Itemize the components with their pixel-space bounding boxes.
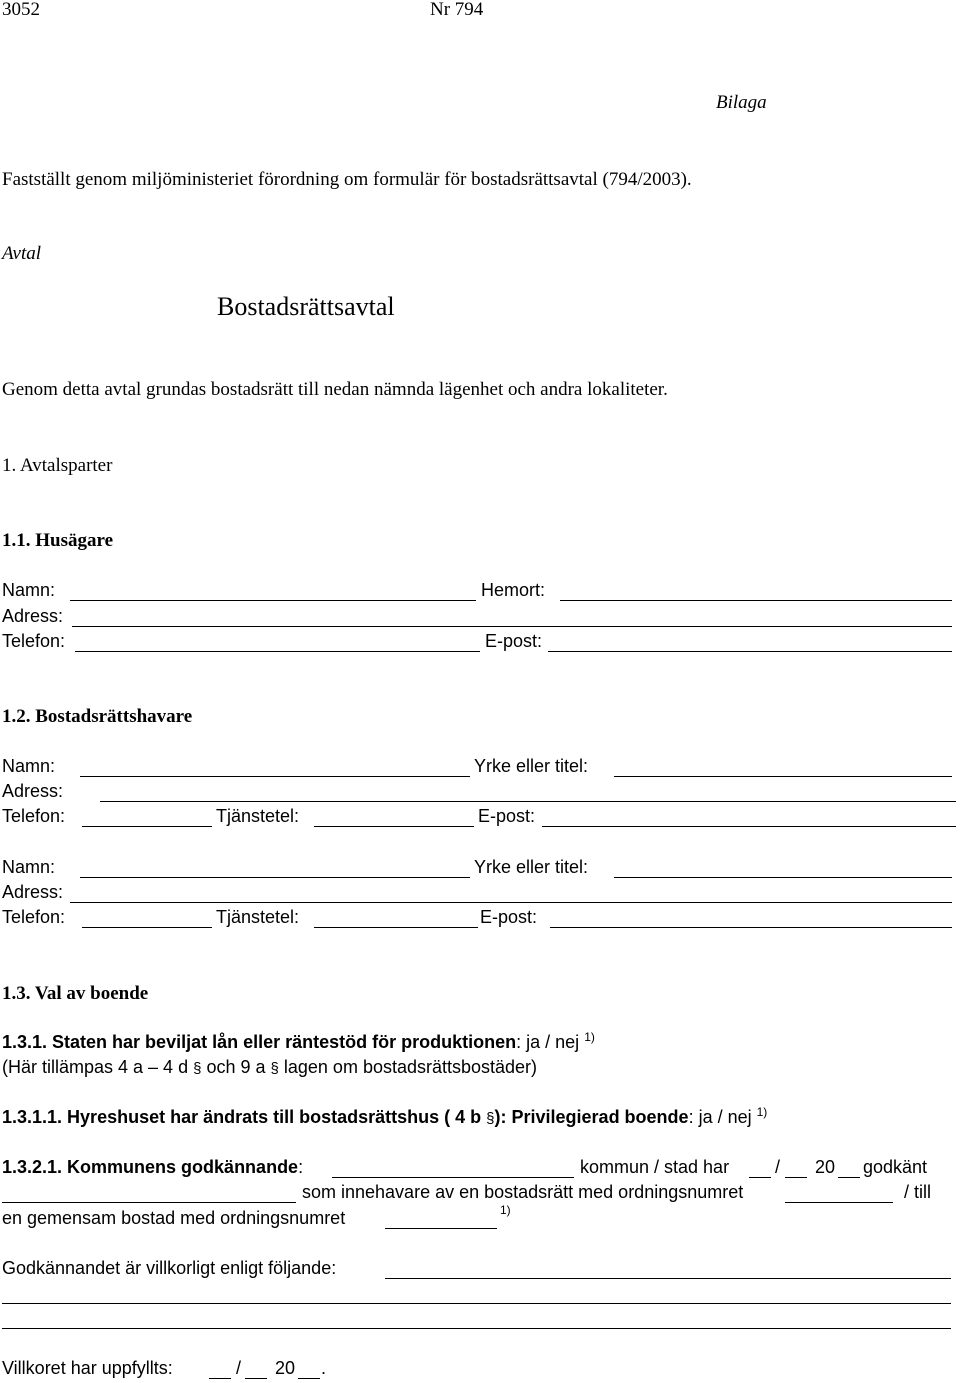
footnote-mark-text: 1) <box>500 1203 511 1217</box>
holder1-phone-field[interactable] <box>82 826 212 827</box>
holder2-name-field[interactable] <box>80 877 470 878</box>
law-reference-line <box>2 1058 537 1076</box>
fulfilled-year-prefix: 20 <box>275 1358 296 1378</box>
holder2-phone-field[interactable] <box>82 927 212 928</box>
rental-conversion-label-a: 1.3.1.1. Hyreshuset har ändrats till bostadsrättshus ( 4 b <box>2 1107 482 1127</box>
owner-heading: 1.1. Husägare <box>2 530 114 551</box>
owner-phone-field[interactable] <box>75 651 480 652</box>
holder1-email-field[interactable] <box>542 826 956 827</box>
holder2-phone-label: Telefon: <box>2 907 66 927</box>
state-loan-label: 1.3.1. Staten har beviljat lån eller räntestöd för produktionen <box>2 1032 517 1052</box>
law-ref-b: och 9 a <box>206 1057 266 1077</box>
municipal-approval-label <box>2 1158 303 1176</box>
colon: : <box>298 1157 304 1177</box>
approved-person-field[interactable] <box>2 1202 296 1203</box>
holder2-email-field[interactable] <box>550 927 952 928</box>
document-title: Bostadsrättsavtal <box>217 292 395 321</box>
rental-conversion-choice[interactable]: : ja / nej <box>688 1107 752 1127</box>
section-heading-parties: 1. Avtalsparter <box>2 455 113 476</box>
fulfilled-month-field[interactable] <box>245 1378 267 1379</box>
or-to-text: / till <box>904 1182 931 1202</box>
law-ref-c: lagen om bostadsrättsbostäder) <box>283 1057 538 1077</box>
holder1-address-field[interactable] <box>100 801 956 802</box>
condition-field-3[interactable] <box>2 1328 951 1329</box>
footnote-mark: 1) <box>756 1105 768 1119</box>
fulfilled-slash: / <box>236 1358 242 1378</box>
holder1-job-field[interactable] <box>614 776 952 777</box>
footnote-mark: 1) <box>584 1030 595 1044</box>
state-loan-choice[interactable]: : ja / nej <box>516 1032 580 1052</box>
doc-type-label: Avtal <box>2 243 42 264</box>
state-loan-line <box>2 1030 595 1052</box>
holder-heading: 1.2. Bostadsrättshavare <box>2 706 193 727</box>
holder1-address-label: Adress: <box>2 781 64 801</box>
holder1-workphone-field[interactable] <box>314 826 474 827</box>
holder1-workphone-label: Tjänstetel: <box>216 806 300 826</box>
owner-name-field[interactable] <box>70 600 476 601</box>
rental-conversion-line <box>2 1105 768 1127</box>
holder1-job-label: Yrke eller titel: <box>474 756 589 776</box>
attachment-label: Bilaga <box>716 92 767 113</box>
apartment-number-field[interactable] <box>785 1202 893 1203</box>
holder2-workphone-field[interactable] <box>314 927 478 928</box>
intro-text: Genom detta avtal grundas bostadsrätt till nedan nämnda lägenhet och andra lokaliteter. <box>2 379 668 400</box>
municipality-field[interactable] <box>332 1177 574 1178</box>
owner-home-label: Hemort: <box>481 580 546 600</box>
holder2-address-field[interactable] <box>70 902 952 903</box>
holder2-job-label: Yrke eller titel: <box>474 857 589 877</box>
section-sign: § <box>486 1110 495 1127</box>
owner-email-field[interactable] <box>548 651 952 652</box>
municipality-has-text: kommun / stad har <box>580 1157 730 1177</box>
condition-field-2[interactable] <box>2 1303 951 1304</box>
footnote-mark <box>500 1203 511 1224</box>
year-prefix: 20 <box>815 1157 836 1177</box>
holder1-email-label: E-post: <box>478 806 536 826</box>
rental-conversion-label-b: ): Privilegierad boende <box>494 1107 689 1127</box>
condition-field-1[interactable] <box>385 1278 951 1279</box>
holder1-name-label: Namn: <box>2 756 56 776</box>
owner-email-label: E-post: <box>485 631 543 651</box>
holder-of-number-text: som innehavare av en bostadsrätt med ordningsnumret <box>302 1182 744 1202</box>
fulfilled-dot: . <box>321 1358 327 1378</box>
approved-text: godkänt <box>863 1157 928 1177</box>
holder2-job-field[interactable] <box>614 877 952 878</box>
owner-address-field[interactable] <box>72 626 952 627</box>
established-text: Fastställt genom miljöministeriet förordning om formulär för bostadsrättsavtal (794/2003). <box>2 169 692 190</box>
fulfilled-label: Villkoret har uppfyllts: <box>2 1358 173 1378</box>
fulfilled-day-field[interactable] <box>209 1378 231 1379</box>
condition-label: Godkännandet är villkorligt enligt följande: <box>2 1258 337 1278</box>
owner-name-label: Namn: <box>2 580 56 600</box>
shared-apartment-number-field[interactable] <box>385 1228 497 1229</box>
owner-phone-label: Telefon: <box>2 631 66 651</box>
law-ref-a: (Här tillämpas 4 a – 4 d <box>2 1057 189 1077</box>
holder2-workphone-label: Tjänstetel: <box>216 907 300 927</box>
section-sign: § <box>270 1060 279 1077</box>
holder2-address-label: Adress: <box>2 882 64 902</box>
section-sign: § <box>193 1060 202 1077</box>
issue-number: Nr 794 <box>430 0 484 20</box>
holder1-name-field[interactable] <box>80 776 470 777</box>
municipal-approval-heading: 1.3.2.1. Kommunens godkännande <box>2 1157 299 1177</box>
approval-year-field[interactable] <box>838 1177 860 1178</box>
holder1-phone-label: Telefon: <box>2 806 66 826</box>
approval-month-field[interactable] <box>785 1177 807 1178</box>
holder2-email-label: E-post: <box>480 907 538 927</box>
approval-day-field[interactable] <box>749 1177 771 1178</box>
date-slash: / <box>775 1157 781 1177</box>
holder2-name-label: Namn: <box>2 857 56 877</box>
owner-address-label: Adress: <box>2 606 64 626</box>
housing-heading: 1.3. Val av boende <box>2 983 149 1004</box>
shared-apartment-text: en gemensam bostad med ordningsnumret <box>2 1208 346 1228</box>
owner-home-field[interactable] <box>560 600 952 601</box>
page-number: 3052 <box>2 0 40 20</box>
fulfilled-year-field[interactable] <box>298 1378 320 1379</box>
